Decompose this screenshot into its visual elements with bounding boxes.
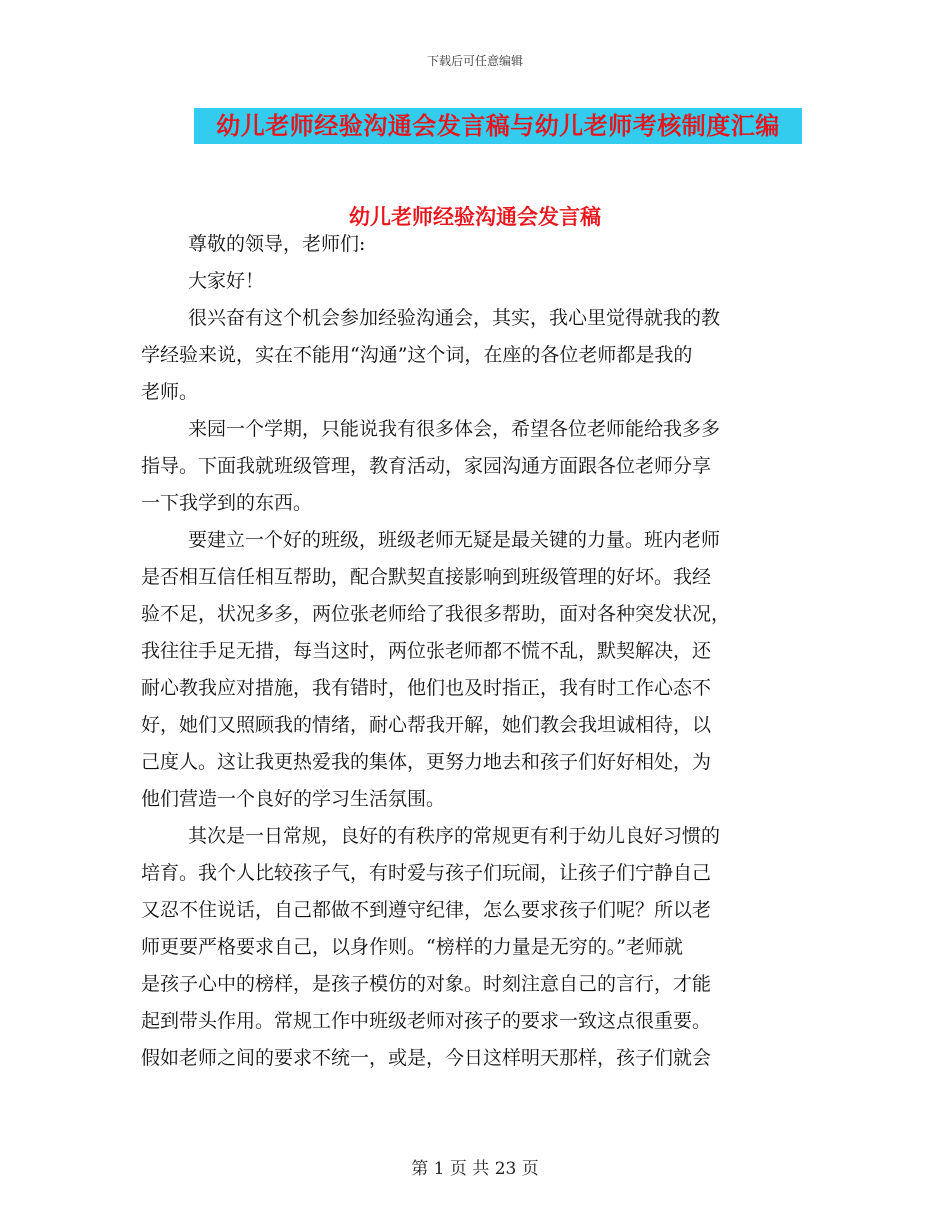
salutation-line: 尊敬的领导，老师们: [188, 233, 366, 255]
paragraph-line: 其次是一日常规，良好的有秩序的常规更有利于幼儿良好习惯的 [188, 825, 721, 847]
paragraph-line: 他们营造一个良好的学习生活氛围。 [141, 788, 446, 810]
paragraph-line: 好，她们又照顾我的情绪，耐心帮我开解，她们教会我坦诚相待，以 [141, 714, 712, 736]
paragraph-line: 培育。我个人比较孩子气，有时爱与孩子们玩闹，让孩子们宁静自己 [141, 862, 712, 884]
paragraph-line: 来园一个学期，只能说我有很多体会，希望各位老师能给我多多 [188, 418, 721, 440]
header-note: 下载后可任意编辑 [426, 54, 523, 68]
paragraph-line: 耐心教我应对措施，我有错时，他们也及时指正，我有时工作心态不 [141, 677, 712, 699]
paragraph-line: 起到带头作用。常规工作中班级老师对孩子的要求一致这点很重要。 [141, 1010, 712, 1032]
paragraph-line: 又忍不住说话，自己都做不到遵守纪律，怎么要求孩子们呢？所以老 [141, 899, 712, 921]
paragraph-line: 老师。 [141, 381, 199, 403]
document-body [141, 226, 805, 1077]
paragraph-line: 师更要严格要求自己，以身作则。“榜样的力量是无穷的。”老师就 [141, 936, 683, 958]
page-number-footer: 第 1 页 共 23 页 [411, 1159, 539, 1179]
paragraph-line: 我往往手足无措，每当这时，两位张老师都不慌不乱，默契解决，还 [141, 640, 712, 662]
document-main-title: 幼儿老师经验沟通会发言稿与幼儿老师考核制度汇编 [194, 108, 802, 144]
paragraph-line: 要建立一个好的班级，班级老师无疑是最关键的力量。班内老师 [188, 529, 721, 551]
paragraph-line: 验不足，状况多多，两位张老师给了我很多帮助，面对各种突发状况， [141, 603, 731, 625]
paragraph-line: 指导。下面我就班级管理，教育活动，家园沟通方面跟各位老师分享 [141, 455, 712, 477]
paragraph-line: 学经验来说，实在不能用“沟通”这个词，在座的各位老师都是我的 [141, 344, 693, 366]
paragraph-line: 是孩子心中的榜样，是孩子模仿的对象。时刻注意自己的言行，才能 [141, 973, 712, 995]
section-title: 幼儿老师经验沟通会发言稿 [349, 205, 601, 229]
paragraph-line: 己度人。这让我更热爱我的集体，更努力地去和孩子们好好相处，为 [141, 751, 712, 773]
paragraph-line: 很兴奋有这个机会参加经验沟通会，其实，我心里觉得就我的教 [188, 307, 721, 329]
greeting-line: 大家好！ [188, 270, 265, 292]
paragraph-line: 一下我学到的东西。 [141, 492, 313, 514]
paragraph-line: 是否相互信任相互帮助，配合默契直接影响到班级管理的好坏。我经 [141, 566, 712, 588]
paragraph-line: 假如老师之间的要求不统一，或是，今日这样明天那样，孩子们就会 [141, 1047, 712, 1069]
